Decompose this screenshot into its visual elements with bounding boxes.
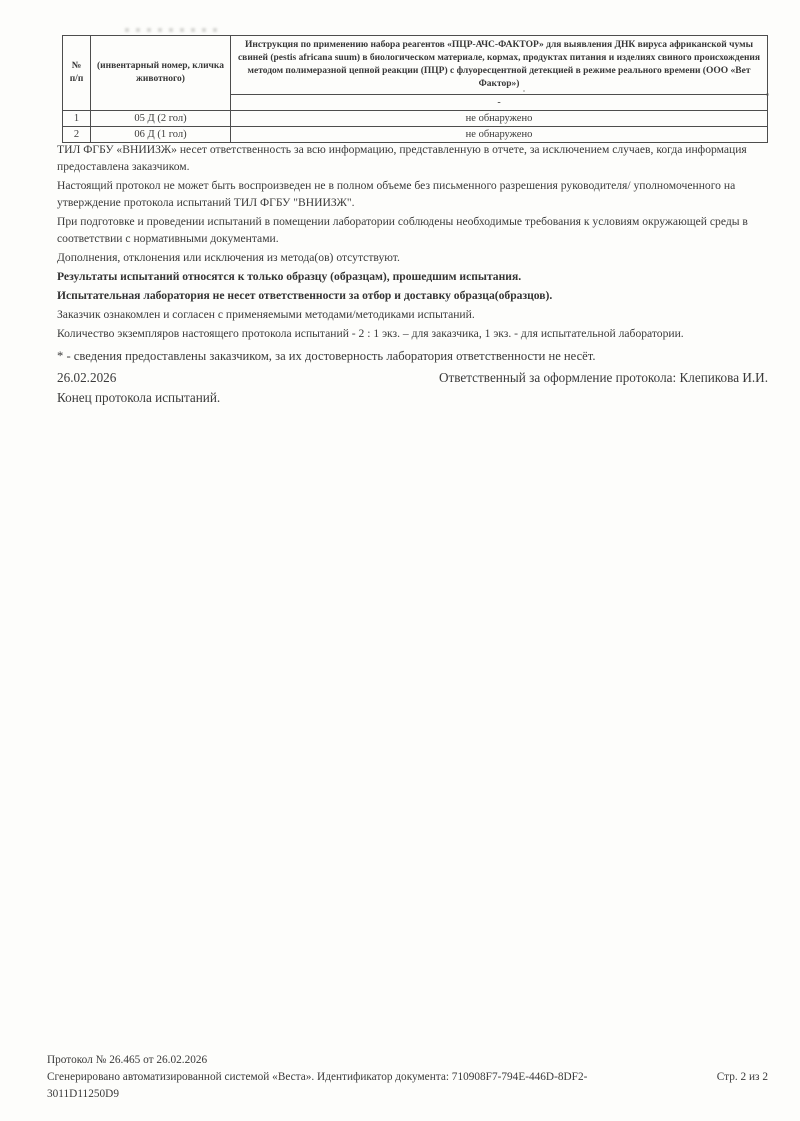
cell-result: не обнаружено	[231, 111, 768, 127]
responsible-person: Ответственный за оформление протокола: Клепикова И.И.	[438, 370, 768, 385]
paragraph-responsibility: ТИЛ ФГБУ «ВНИИЗЖ» несет ответственность за всю информацию, представленную в отчете, за исключением случаев, когда информация предоставлена заказчиком.	[57, 143, 747, 173]
results-table	[62, 35, 768, 143]
paragraph-sampling-liability: Испытательная лаборатория не несет ответственности за отбор и доставку образца(образцов).	[57, 289, 553, 302]
cell-row-number: 1	[63, 111, 91, 127]
page-indicator: Стр. 2 из 2	[716, 1071, 768, 1083]
header-cell-sample: (инвентарный номер, кличка животного)	[91, 36, 231, 111]
protocol-date: 26.02.2026	[57, 370, 117, 385]
cell-row-number: 2	[63, 127, 91, 143]
cell-sample-id: 06 Д (1 гол)	[91, 127, 231, 143]
footer-generated-line: Сгенерировано автоматизированной системой «Веста». Идентификатор документа: 710908F7-794E-446D-8DF2-3011D11250D9	[47, 1071, 588, 1100]
subheader-cell-result: -	[231, 95, 768, 111]
protocol-notes-block	[57, 141, 766, 367]
signoff-row	[57, 368, 768, 388]
paragraph-environment: При подготовке и проведении испытаний в помещении лаборатории соблюдены необходимые требования к условиям окружающей среды в соответствии с нормативными документами.	[57, 215, 748, 245]
footer-protocol-number: Протокол № 26.465 от 26.02.2026	[47, 1054, 208, 1066]
page-footer	[47, 1052, 768, 1103]
paragraph-results-scope: Результаты испытаний относятся к только образцу (образцам), прошедшим испытания.	[57, 270, 522, 283]
end-of-protocol-note: Конец протокола испытаний.	[57, 390, 221, 405]
cell-result: не обнаружено	[231, 127, 768, 143]
cell-sample-id: 05 Д (2 гол)	[91, 111, 231, 127]
paragraph-customer-agreement: Заказчик ознакомлен и согласен с применяемыми методами/методиками испытаний.	[57, 308, 475, 321]
header-cell-number: № п/п	[63, 36, 91, 111]
signoff-block	[57, 368, 768, 408]
paragraph-asterisk-note: * - сведения предоставлены заказчиком, за их достоверность лаборатория ответственности не несёт.	[57, 349, 596, 363]
paragraph-deviations: Дополнения, отклонения или исключения из метода(ов) отсутствуют.	[57, 251, 400, 264]
footer-row	[47, 1069, 768, 1103]
table-header-row	[63, 36, 768, 95]
scan-artifact-smudge	[125, 28, 220, 32]
header-cell-method: Инструкция по применению набора реагентов «ПЦР-АЧС-ФАКТОР» для выявления ДНК вируса африканской чумы свиней (pestis africana suum) в биологическом материале, кормах, продуктах питания и изделиях свиного происхождения методом полимеразной цепной реакции (ПЦР) с флуоресцентной детекцией в режиме реального времени (ООО «Вет Фактор»)	[231, 36, 768, 95]
paragraph-copies-count: Количество экземпляров настоящего протокола испытаний - 2 : 1 экз. – для заказчика, 1 экз. - для испытательной лаборатории.	[57, 327, 684, 340]
paragraph-reproduction: Настоящий протокол не может быть воспроизведен не в полном объеме без письменного разрешения руководителя/ уполномоченного на утверждение протокола испытаний ТИЛ ФГБУ "ВНИИЗЖ".	[57, 179, 736, 209]
table-row	[63, 111, 768, 127]
